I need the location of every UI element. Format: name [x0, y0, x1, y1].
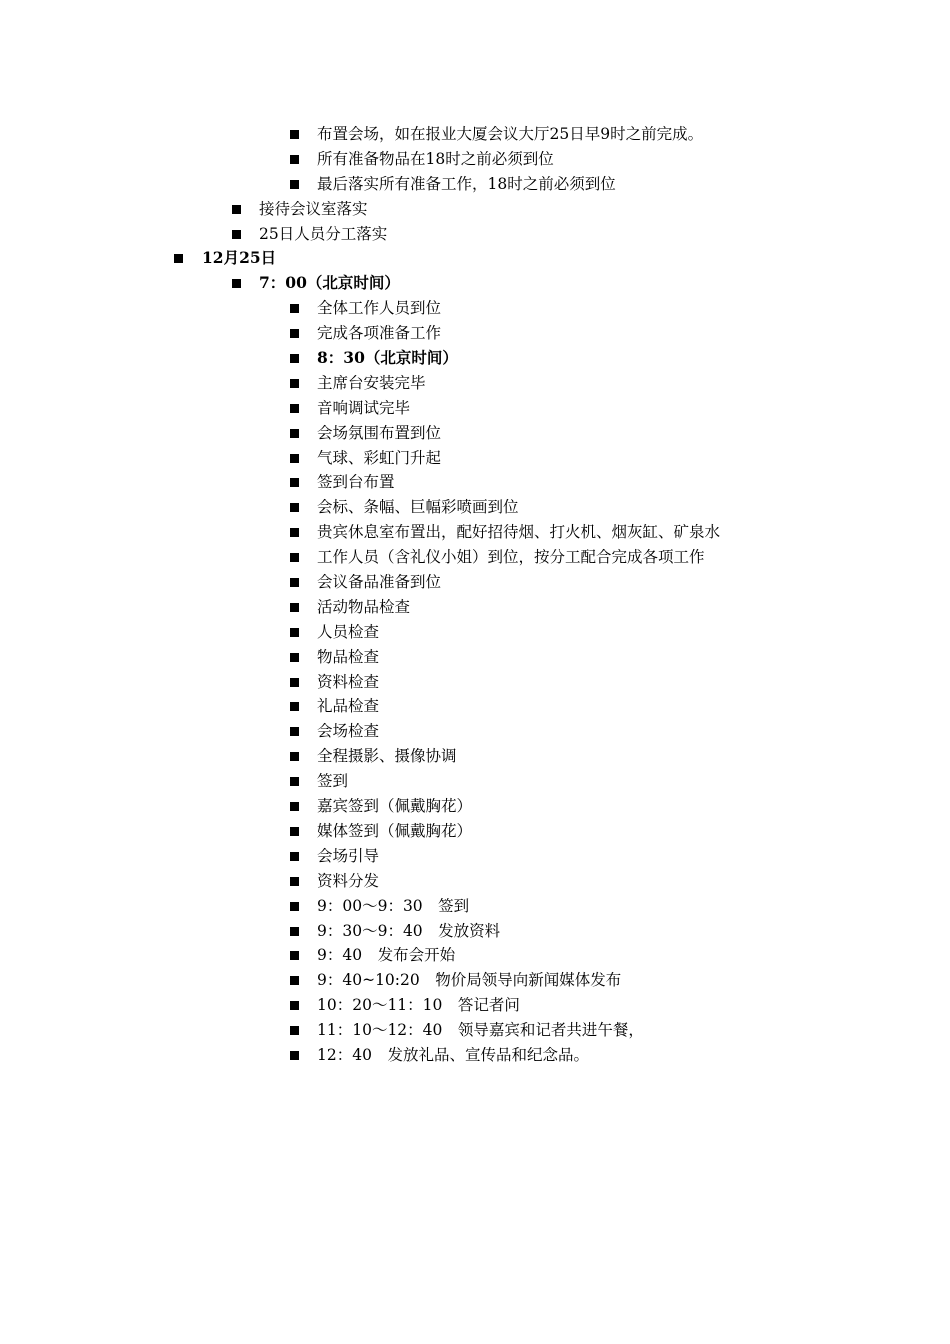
list-item	[0, 1018, 950, 1043]
list-item	[0, 570, 950, 595]
list-item	[0, 470, 950, 495]
list-item-text: 接待会议室落实	[259, 199, 368, 218]
list-item-text: 12月25日	[202, 248, 277, 268]
square-bullet-icon	[290, 827, 299, 836]
list-item	[0, 1043, 950, 1068]
square-bullet-icon	[290, 528, 299, 537]
square-bullet-icon	[290, 155, 299, 164]
list-item-text: 最后落实所有准备工作，18时之前必须到位	[317, 174, 616, 193]
list-item-text: 会场氛围布置到位	[317, 423, 442, 442]
list-item	[0, 147, 950, 172]
list-item-text: 会议备品准备到位	[317, 573, 442, 592]
list-item	[0, 744, 950, 769]
square-bullet-icon	[290, 553, 299, 562]
list-item-text: 7：00（北京时间）	[259, 273, 400, 293]
list-item-text: 资料分发	[317, 871, 380, 890]
list-item-text: 8：30（北京时间）	[317, 348, 458, 368]
square-bullet-icon	[232, 230, 241, 239]
list-item-text: 人员检查	[317, 622, 380, 641]
square-bullet-icon	[290, 702, 299, 711]
list-item-text: 全程摄影、摄像协调	[317, 747, 457, 766]
list-item	[0, 246, 950, 271]
list-item	[0, 595, 950, 620]
list-item	[0, 719, 950, 744]
list-item	[0, 371, 950, 396]
list-item-text: 11：10～12：40 领导嘉宾和记者共进午餐，	[317, 1021, 644, 1040]
square-bullet-icon	[290, 603, 299, 612]
square-bullet-icon	[290, 678, 299, 687]
list-item	[0, 172, 950, 197]
list-item	[0, 321, 950, 346]
list-item	[0, 197, 950, 222]
list-item-text: 气球、彩虹门升起	[317, 448, 442, 467]
list-item-text: 签到	[317, 772, 349, 791]
square-bullet-icon	[290, 902, 299, 911]
list-item-text: 9：40~10:20 物价局领导向新闻媒体发布	[317, 971, 622, 990]
list-item-text: 主席台安装完毕	[317, 373, 426, 392]
square-bullet-icon	[290, 478, 299, 487]
square-bullet-icon	[290, 503, 299, 512]
list-item	[0, 545, 950, 570]
square-bullet-icon	[290, 752, 299, 761]
list-item-text: 完成各项准备工作	[317, 324, 442, 343]
square-bullet-icon	[290, 852, 299, 861]
list-item-text: 贵宾休息室布置出，配好招待烟、打火机、烟灰缸、矿泉水	[317, 523, 721, 542]
square-bullet-icon	[232, 205, 241, 214]
list-item-text: 9：00～9：30 签到	[317, 896, 470, 915]
list-item-text: 会标、条幅、巨幅彩喷画到位	[317, 498, 519, 517]
square-bullet-icon	[290, 180, 299, 189]
square-bullet-icon	[290, 727, 299, 736]
square-bullet-icon	[290, 927, 299, 936]
square-bullet-icon	[290, 329, 299, 338]
list-item-text: 工作人员（含礼仪小姐）到位，按分工配合完成各项工作	[317, 548, 705, 567]
list-item	[0, 794, 950, 819]
square-bullet-icon	[290, 976, 299, 985]
square-bullet-icon	[290, 429, 299, 438]
list-item	[0, 421, 950, 446]
list-item	[0, 919, 950, 944]
list-item-text: 9：40 发布会开始	[317, 946, 456, 965]
square-bullet-icon	[290, 628, 299, 637]
list-item	[0, 670, 950, 695]
square-bullet-icon	[290, 304, 299, 313]
list-item	[0, 520, 950, 545]
list-item-text: 会场检查	[317, 722, 380, 741]
list-item-text: 资料检查	[317, 672, 380, 691]
list-item	[0, 819, 950, 844]
list-item-text: 25日人员分工落实	[259, 224, 388, 243]
list-item	[0, 222, 950, 247]
square-bullet-icon	[290, 1001, 299, 1010]
list-item	[0, 694, 950, 719]
list-item-text: 签到台布置	[317, 473, 395, 492]
square-bullet-icon	[290, 404, 299, 413]
document-page	[0, 122, 950, 1068]
list-item-text: 所有准备物品在18时之前必须到位	[317, 149, 554, 168]
list-item-text: 全体工作人员到位	[317, 299, 442, 318]
square-bullet-icon	[290, 379, 299, 388]
list-item-text: 会场引导	[317, 846, 380, 865]
list-item-text: 9：30～9：40 发放资料	[317, 921, 501, 940]
list-item	[0, 894, 950, 919]
list-item	[0, 769, 950, 794]
square-bullet-icon	[290, 653, 299, 662]
list-item	[0, 122, 950, 147]
list-item	[0, 296, 950, 321]
square-bullet-icon	[290, 951, 299, 960]
list-item-text: 布置会场，如在报业大厦会议大厅25日早9时之前完成。	[317, 125, 704, 143]
list-item	[0, 271, 950, 296]
square-bullet-icon	[290, 877, 299, 886]
list-item-text: 媒体签到（佩戴胸花）	[317, 821, 473, 840]
square-bullet-icon	[290, 578, 299, 587]
square-bullet-icon	[290, 777, 299, 786]
list-item-text: 10：20～11：10 答记者问	[317, 996, 520, 1015]
square-bullet-icon	[174, 254, 183, 263]
list-item-text: 12：40 发放礼品、宣传品和纪念品。	[317, 1045, 589, 1064]
list-item	[0, 645, 950, 670]
list-item	[0, 346, 950, 371]
square-bullet-icon	[290, 1026, 299, 1035]
square-bullet-icon	[290, 1051, 299, 1060]
list-item	[0, 620, 950, 645]
list-item	[0, 869, 950, 894]
square-bullet-icon	[290, 130, 299, 139]
list-item	[0, 495, 950, 520]
list-item	[0, 968, 950, 993]
list-item-text: 嘉宾签到（佩戴胸花）	[317, 797, 473, 816]
list-item	[0, 943, 950, 968]
list-item	[0, 844, 950, 869]
list-item-text: 礼品检查	[317, 697, 380, 716]
list-item-text: 音响调试完毕	[317, 398, 411, 417]
list-item-text: 活动物品检查	[317, 597, 411, 616]
list-item	[0, 446, 950, 471]
list-item	[0, 993, 950, 1018]
list-item	[0, 396, 950, 421]
square-bullet-icon	[290, 354, 299, 363]
square-bullet-icon	[232, 279, 241, 288]
list-item-text: 物品检查	[317, 647, 380, 666]
square-bullet-icon	[290, 454, 299, 463]
square-bullet-icon	[290, 802, 299, 811]
